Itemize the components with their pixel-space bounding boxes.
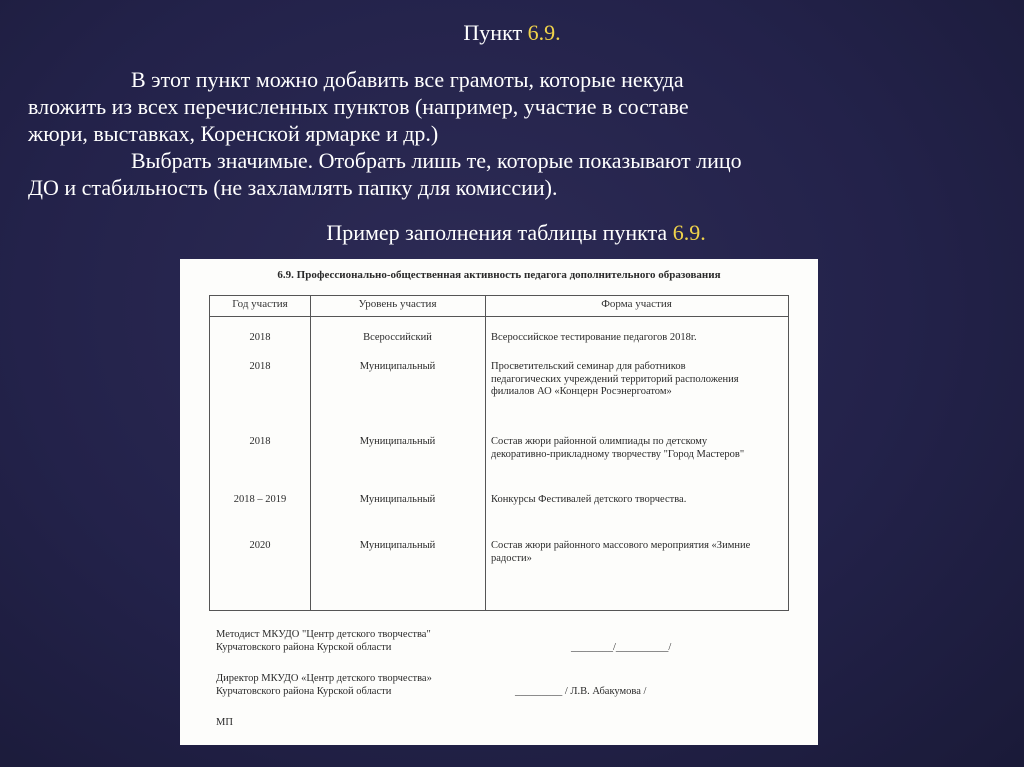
cell-level: Всероссийский: [363, 332, 432, 343]
cell-form: Состав жюри районной олимпиады по детскому декоративно-прикладному творчеству "Город Мастеров": [491, 436, 745, 460]
cell-level: Муниципальный: [359, 436, 436, 447]
stamp-label: МП: [216, 717, 233, 728]
header-divider: [210, 316, 788, 317]
methodist-title: Методист МКУДО "Центр детского творчества": [216, 629, 431, 640]
body-line: вложить из всех перечисленных пунктов (например, участие в составе: [28, 94, 689, 119]
cell-form: Состав жюри районного массового мероприятия «Зимние радости»: [491, 540, 751, 564]
document-title: 6.9. Профессионально-общественная активность педагога дополнительного образования: [277, 269, 721, 281]
cell-form: Конкурсы Фестивалей детского творчества.: [491, 494, 687, 505]
body-line: ДО и стабильность (не захламлять папку для комиссии).: [28, 175, 558, 200]
slide-title: [0, 20, 1024, 46]
cell-level: Муниципальный: [359, 361, 436, 372]
table-divider: [485, 296, 486, 610]
example-caption: [0, 220, 1024, 246]
header-year: Год участия: [232, 298, 288, 310]
cell-level: Муниципальный: [359, 494, 436, 505]
cell-year: 2018: [249, 436, 271, 447]
title-prefix: Пункт: [463, 20, 523, 45]
slide-body: [28, 66, 968, 201]
header-form: Форма участия: [601, 298, 672, 310]
cell-form: Просветительский семинар для работников педагогических учреждений территорий расположения филиалов АО «Концерн Росэнергоатом»: [491, 361, 739, 398]
body-line: жюри, выставках, Коренской ярмарке и др.): [28, 121, 439, 146]
cell-level: Муниципальный: [359, 540, 436, 551]
cell-year: 2018 – 2019: [233, 494, 287, 505]
example-number: 6.9.: [672, 220, 706, 245]
header-level: Уровень участия: [358, 298, 437, 310]
scanned-document: [180, 259, 818, 745]
cell-year: 2018: [249, 361, 271, 372]
methodist-org: Курчатовского района Курской области: [216, 642, 392, 653]
title-number: 6.9.: [527, 20, 561, 45]
director-title: Директор МКУДО «Центр детского творчества»: [216, 673, 432, 684]
cell-year: 2020: [249, 540, 271, 551]
body-line: В этот пункт можно добавить все грамоты, которые некуда: [131, 67, 684, 92]
cell-form: Всероссийское тестирование педагогов 2018г.: [491, 332, 697, 343]
participation-table: [209, 295, 789, 611]
director-signature-line: _________ / Л.В. Абакумова /: [515, 686, 647, 697]
cell-year: 2018: [249, 332, 271, 343]
body-line: Выбрать значимые. Отобрать лишь те, которые показывают лицо: [131, 148, 742, 173]
methodist-signature-line: ________/__________/: [571, 642, 672, 653]
director-org: Курчатовского района Курской области: [216, 686, 392, 697]
example-prefix: Пример заполнения таблицы пункта: [326, 220, 668, 245]
